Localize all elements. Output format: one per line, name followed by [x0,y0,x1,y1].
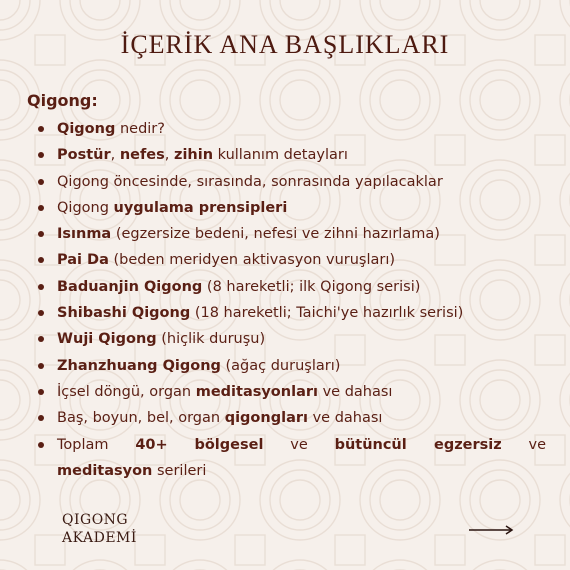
item-bold-text: Qigong [57,121,116,137]
bullet-icon [38,179,44,185]
item-line [57,437,546,453]
bullet-icon [38,415,44,421]
item-text: (18 hareketli; Taichi'ye hazırlık serisi) [190,305,464,322]
item-text: , [164,147,174,164]
item-text: Toplam [57,436,136,453]
qigong-akademi-logo [62,511,137,547]
logo-line-2: AKADEMİ [62,530,137,546]
bullet-icon [38,126,44,132]
bullet-icon [38,231,44,237]
item-bold-text: Wuji Qigong [57,331,157,348]
bullet-icon [38,284,44,290]
item-text: (hiçlik duruşu) [156,331,266,348]
item-bold-text: Postür [57,147,111,164]
list-item [36,116,546,142]
list-item [36,274,546,300]
item-bold-text: nefes [119,147,165,164]
item-text: ve [263,436,335,453]
bullet-icon [38,389,44,395]
item-text: (egzersize bedeni, nefesi ve zihni hazırlama) [111,226,440,243]
item-bold-text: Baduanjin Qigong [57,278,203,295]
item-bold-text: qigongları [224,410,308,427]
bullet-icon [38,257,44,263]
content-list [36,116,546,484]
item-bold-text: meditasyon [57,462,153,479]
item-bold-text: uygulama prensipleri [113,199,288,216]
list-item [36,247,546,273]
list-item [36,142,546,168]
bullet-icon [38,336,44,342]
logo-line-1: QIGONG [62,512,129,528]
page-title: İÇERİK ANA BAŞLIKLARI [120,30,450,59]
item-text: ve dahası [317,383,393,400]
item-bold-text: Zhanzhuang Qigong [57,357,221,374]
item-text: (8 hareketli; ilk Qigong serisi) [202,278,421,295]
item-bold-text: bölgesel [194,436,264,453]
list-item [36,405,546,431]
list-item [36,432,546,485]
list-item [36,169,546,195]
item-bold-text: bütüncül egzersiz [334,436,502,453]
item-text: kullanım detayları [213,147,348,164]
bullet-icon [38,442,44,448]
item-text: , [110,147,120,164]
item-text: İçsel döngü, organ [57,383,196,400]
bullet-icon [38,152,44,158]
item-bold-text: meditasyonları [195,383,318,400]
item-bold-text: Shibashi Qigong [57,305,191,322]
list-item [36,221,546,247]
list-item [36,353,546,379]
list-item [36,195,546,221]
bullet-icon [38,363,44,369]
item-text: Qigong öncesinde, sırasında, sonrasında yapılacaklar [57,173,443,190]
bullet-icon [38,205,44,211]
list-item [36,326,546,352]
item-text: (beden meridyen aktivasyon vuruşları) [108,252,396,269]
list-item [36,300,546,326]
item-text: Baş, boyun, bel, organ [57,410,225,427]
item-bold-text: zihin [174,147,214,164]
item-bold-text: 40+ [135,436,168,453]
item-text [168,437,195,453]
item-text: nedir? [115,121,165,137]
item-text: serileri [152,462,207,479]
item-bold-text: Pai Da [57,252,109,269]
item-text: ve dahası [307,410,383,427]
list-item [36,379,546,405]
bullet-icon [38,310,44,316]
arrow-right-icon[interactable] [468,524,514,536]
item-line [57,458,546,484]
item-text: Qigong [57,199,114,216]
section-heading: Qigong: [27,91,98,110]
item-text: (ağaç duruşları) [220,357,341,374]
item-bold-text: Isınma [57,226,112,243]
item-text: ve [501,436,546,453]
